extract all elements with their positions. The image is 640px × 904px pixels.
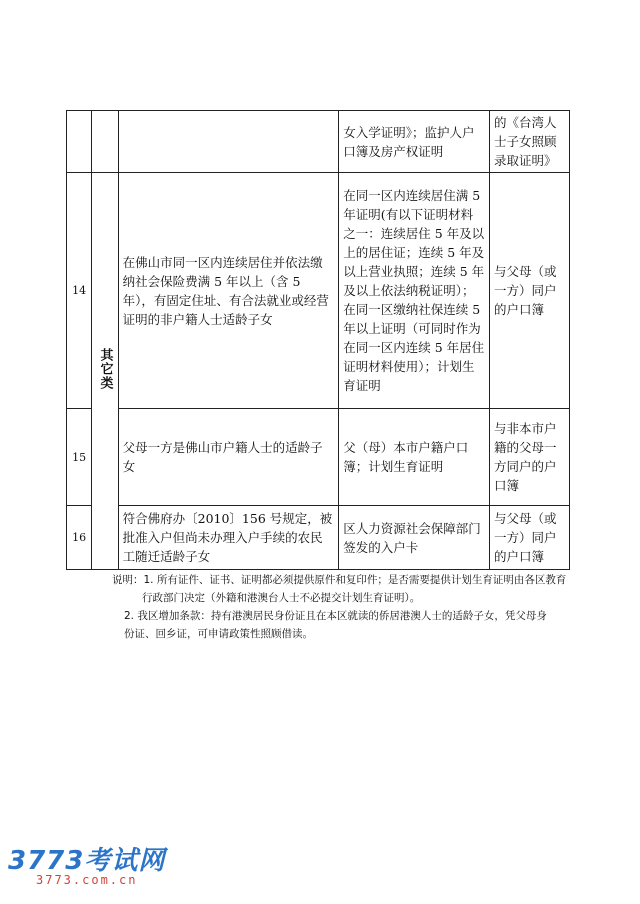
row-number: 15 — [67, 409, 92, 506]
category-cell — [92, 173, 118, 570]
row-number: 16 — [67, 506, 92, 570]
logo-main-text: 3773考试网 — [8, 846, 166, 876]
site-watermark-logo — [8, 840, 168, 890]
proof-cell: 与父母（或一方）同户的户口簿 — [490, 506, 570, 570]
condition-cell: 在佛山市同一区内连续居住并依法缴纳社会保险费满 5 年以上（含 5 年），有固定住址、有合法就业或经营证明的非户籍人士适龄子女 — [118, 173, 339, 409]
table-row — [67, 409, 570, 506]
materials-cell: 父（母）本市户籍户口簿；计划生育证明 — [339, 409, 490, 506]
requirements-table — [66, 110, 570, 570]
materials-cell: 区人力资源社会保障部门签发的入户卡 — [339, 506, 490, 570]
category-cell — [92, 111, 118, 173]
proof-cell: 与非本市户籍的父母一方同户的户口簿 — [490, 409, 570, 506]
condition-cell — [118, 111, 339, 173]
materials-cell: 女入学证明》；监护人户口簿及房产权证明 — [339, 111, 490, 173]
notes-label: 说明： — [112, 574, 144, 586]
table-row — [67, 173, 570, 409]
proof-cell: 的《台湾人士子女照顾录取证明》 — [490, 111, 570, 173]
notes-section — [112, 571, 592, 643]
table-row — [67, 506, 570, 570]
note-1: 说明：1. 所有证件、证书、证明都必须提供原件和复印件；是否需要提供计划生育证明由各区教育 — [112, 574, 567, 586]
note-2: 2. 我区增加条款：持有港澳居民身份证且在本区就读的侨居港澳人士的适龄子女，凭父母身 — [124, 610, 547, 622]
proof-cell: 与父母（或一方）同户的户口簿 — [490, 173, 570, 409]
note-1-continued: 行政部门决定（外籍和港澳台人士不必提交计划生育证明）。 — [142, 592, 421, 604]
condition-cell: 符合佛府办〔2010〕156 号规定，被批准入户但尚未办理入户手续的农民工随迁适龄子女 — [118, 506, 339, 570]
materials-cell: 在同一区内连续居住满 5 年证明(有以下证明材料之一：连续居住 5 年及以上的居住证；连续 5 年及以上营业执照；连续 5 年及以上依法纳税证明）；在同一区缴纳社保连续 5 年以上证明（可同时作为在同一区内连续 5 年居住证明材料使用）；计划生育证明 — [339, 173, 490, 409]
row-number — [67, 111, 92, 173]
note-2-continued: 份证、回乡证，可申请政策性照顾借读。 — [124, 628, 313, 640]
row-number: 14 — [67, 173, 92, 409]
logo-sub-text: 3773.com.cn — [36, 873, 138, 887]
table-row — [67, 111, 570, 173]
category-label: 其它类 — [97, 347, 113, 390]
condition-cell: 父母一方是佛山市户籍人士的适龄子女 — [118, 409, 339, 506]
